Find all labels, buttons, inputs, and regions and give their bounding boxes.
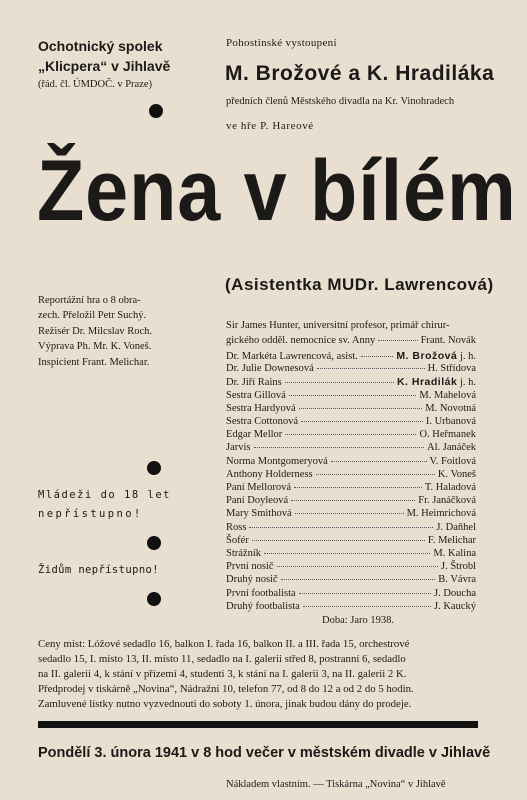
cast-actor bbox=[427, 442, 476, 453]
cast-role: Edgar Mellor bbox=[226, 429, 283, 441]
youth-notice-line1: Mládeži do 18 let bbox=[38, 489, 171, 501]
cast-actor-name: J. Daňhel bbox=[436, 521, 476, 533]
cast-actor-name: K. Hradilák bbox=[396, 376, 458, 389]
cast-actor bbox=[428, 535, 476, 546]
cast-role: Paní Mellorová bbox=[226, 482, 292, 493]
cast-actor-name: J. Štrobl bbox=[440, 561, 476, 573]
cast-row bbox=[226, 469, 476, 483]
cast-role: Sestra Gillová bbox=[226, 389, 286, 401]
cast-actor-name: J. Doucha bbox=[434, 587, 476, 599]
cast-row bbox=[226, 442, 476, 456]
cast-role: Dr. Jiří Rains bbox=[226, 377, 282, 389]
cast-list bbox=[220, 320, 476, 626]
cast-actor bbox=[433, 548, 476, 559]
prices bbox=[38, 637, 478, 682]
cast-role: Ross bbox=[226, 521, 247, 533]
cast-actor bbox=[425, 482, 476, 493]
cast-row bbox=[226, 335, 476, 349]
cast-role: Dr. Julie Downesová bbox=[226, 363, 314, 375]
printer-footer: Nákladem vlastním. — Tiskárna „Novina“ v Jihlavě bbox=[226, 779, 446, 790]
cast-actor-name: J. Kaucký bbox=[434, 600, 476, 612]
cast-actor bbox=[418, 495, 476, 506]
credit-line: Reportážní hra o 8 obra- bbox=[38, 295, 141, 306]
guest-members: předních členů Městského divadla na Kr. Vinohradech bbox=[226, 96, 455, 107]
cast-actor-suffix: j. h. bbox=[457, 351, 476, 362]
cast-actor-name: B. Vávra bbox=[438, 574, 476, 586]
cast-role: První nosič bbox=[226, 561, 274, 573]
price-line: na II. galerii 4, k stání v přízemí 4, studenti 3, k stání na I. galerii 3, na II. galerii 2 K. bbox=[38, 668, 407, 680]
play-author: ve hře P. Hareové bbox=[226, 120, 314, 132]
guest-names: M. Brožové a K. Hradiláka bbox=[225, 62, 495, 85]
cast-role: Šofér bbox=[226, 534, 249, 546]
cast-row bbox=[226, 495, 476, 509]
price-line: Ceny míst: Lóžové sedadlo 16, balkon I. řada 16, balkon II. a III. řada 15, orchestrové bbox=[38, 638, 410, 650]
credit-line: Výprava Ph. Mr. K. Voneš. bbox=[38, 341, 152, 353]
cast-role: gického odděl. nemocnice sv. Anny bbox=[226, 335, 376, 346]
cast-actor bbox=[407, 508, 476, 519]
cast-row bbox=[226, 429, 476, 443]
cast-row bbox=[226, 508, 476, 522]
cast-actor bbox=[434, 601, 476, 612]
cast-role: První footbalista bbox=[226, 587, 296, 599]
cast-actor bbox=[419, 390, 476, 401]
youth-notice-line2: nepřístupno! bbox=[38, 508, 143, 520]
cast-actor-name: F. Melichar bbox=[427, 534, 476, 546]
cast-actor bbox=[430, 456, 476, 467]
cast-row bbox=[226, 350, 476, 364]
play-title: Žena v bílém bbox=[37, 143, 517, 239]
divider-rule bbox=[38, 721, 478, 728]
cast-actor-name: H. Střídova bbox=[427, 363, 476, 375]
credit-line: zech. Přeložil Petr Suchý. bbox=[38, 310, 147, 322]
cast-row bbox=[226, 482, 476, 496]
ornament-dot bbox=[147, 592, 161, 606]
guest-intro: Pohostinské vystoupení bbox=[226, 37, 337, 49]
ornament-dot bbox=[147, 536, 161, 550]
cast-row bbox=[226, 535, 476, 549]
cast-role: Norma Montgomeryová bbox=[226, 455, 328, 467]
cast-row bbox=[226, 574, 476, 588]
cast-row bbox=[226, 588, 476, 602]
cast-role: Strážník bbox=[226, 548, 261, 559]
cast-role: Druhý footbalista bbox=[226, 600, 300, 612]
cast-actor-name: O. Heřmanek bbox=[419, 429, 476, 441]
cast-row bbox=[226, 376, 476, 390]
cast-row bbox=[226, 456, 476, 470]
presale-line: Zamluvené lístky nutno vyzvednouti do soboty 1. února, jinak budou dány do prodeje. bbox=[38, 698, 412, 710]
cast-role: Jarvis bbox=[226, 442, 251, 454]
credit-line: Inspicient Frant. Melichar. bbox=[38, 356, 150, 368]
credit-line: Režisér Dr. Milcslav Roch. bbox=[38, 325, 153, 337]
cast-row bbox=[226, 522, 476, 536]
cast-role: Paní Doyleová bbox=[226, 495, 289, 507]
cast-actor bbox=[441, 561, 476, 572]
cast-row bbox=[226, 601, 476, 615]
cast-actor-name: K. Voneš bbox=[437, 468, 476, 480]
cast-row bbox=[226, 561, 476, 575]
presale-line: Předprodej v tiskárně „Novina“, Nádražní 10, telefon 77, od 8 do 12 a od 2 do 5 hodin. bbox=[38, 683, 414, 695]
ornament-dot bbox=[149, 104, 163, 118]
cast-actor bbox=[425, 403, 476, 414]
cast-role: Mary Smithová bbox=[226, 508, 292, 520]
performance-date: Pondělí 3. února 1941 v 8 hod večer v městském divadle v Jihlavě bbox=[38, 745, 491, 761]
society-membership: (řád. čl. ÚMDOČ. v Praze) bbox=[38, 79, 153, 90]
cast-actor-name: M. Mahelová bbox=[419, 389, 476, 401]
time-note: Doba: Jaro 1938. bbox=[322, 615, 395, 626]
cast-actor-name: M. Brožová bbox=[396, 350, 458, 362]
cast-actor bbox=[438, 574, 476, 585]
cast-actor bbox=[438, 469, 476, 480]
cast-actor bbox=[419, 429, 476, 440]
credits bbox=[38, 293, 152, 370]
cast-actor bbox=[436, 522, 476, 533]
cast-actor-name: Fr. Janáčková bbox=[418, 495, 476, 507]
ornament-dot bbox=[147, 461, 161, 475]
cast-actor-name: M. Novotná bbox=[425, 402, 476, 414]
cast-row bbox=[226, 416, 476, 430]
society-name: Ochotnický spolek bbox=[38, 38, 163, 54]
cast-row bbox=[226, 363, 476, 377]
cast-role: Druhý nosič bbox=[226, 574, 278, 586]
cast-actor bbox=[397, 376, 476, 388]
presale bbox=[38, 682, 414, 712]
society-city: „Klicpera“ v Jihlavě bbox=[38, 58, 171, 74]
cast-row bbox=[226, 403, 476, 417]
cast-actor-name: Al. Janáček bbox=[427, 442, 476, 454]
cast-actor-name: M. Kalina bbox=[433, 548, 476, 559]
cast-role: Sestra Cottonová bbox=[226, 416, 299, 427]
cast-actor bbox=[396, 350, 476, 362]
cast-first-line: Sir James Hunter, universitní profesor, primář chirur- bbox=[226, 320, 450, 331]
cast-role: Dr. Markéta Lawrencová, asist. bbox=[226, 351, 358, 362]
cast-role: Anthony Holderness bbox=[226, 468, 313, 480]
cast-role: Sestra Hardyová bbox=[226, 402, 296, 414]
cast-actor: Frant. Novák bbox=[420, 335, 476, 346]
jews-notice: Židům nepřístupno! bbox=[38, 564, 159, 576]
cast-actor-name: I. Urbanová bbox=[425, 416, 476, 427]
cast-actor-name: M. Heimrichová bbox=[406, 508, 476, 520]
cast-actor-name: V. Foitlová bbox=[429, 455, 476, 467]
cast-actor bbox=[428, 363, 476, 374]
cast-row bbox=[226, 548, 476, 562]
cast-actor-suffix: j. h. bbox=[457, 377, 476, 389]
cast-actor bbox=[434, 588, 476, 599]
price-line: sedadlo 15, I. místo 13, II. místo 11, sedadlo na I. galerii střed 8, postranní 6, sedadlo bbox=[38, 653, 406, 665]
play-subtitle: (Asistentka MUDr. Lawrencová) bbox=[225, 275, 494, 294]
cast-actor bbox=[426, 416, 476, 427]
cast-row bbox=[226, 390, 476, 404]
cast-actor-name: T. Haladová bbox=[424, 482, 476, 493]
